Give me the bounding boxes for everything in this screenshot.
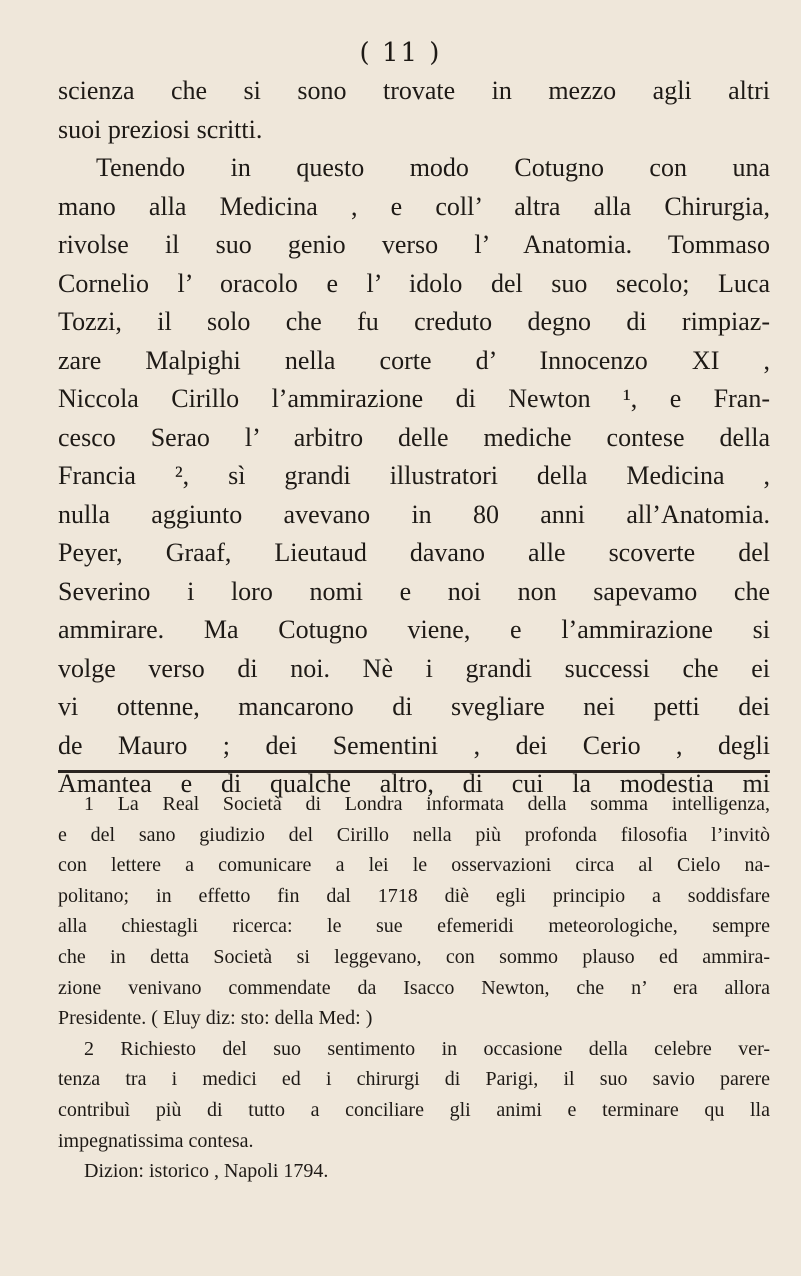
footnote-line: contribuì più di tutto a conciliare gli animi e terminare qu lla <box>58 1098 770 1121</box>
text-line: mano alla Medicina , e coll’ altra alla Chirurgia, <box>58 191 770 221</box>
footnote-line: e del sano giudizio del Cirillo nella più profonda filosofia l’invitò <box>58 823 770 846</box>
footnote-divider <box>58 770 770 773</box>
text-line: zare Malpighi nella corte d’ Innocenzo XI , <box>58 345 770 375</box>
footnote-line: alla chiestagli ricerca: le sue efemeridi meteorologiche, sempre <box>58 915 770 938</box>
footnote-line: politano; in effetto fin dal 1718 diè egli principio a soddisfare <box>58 884 770 907</box>
footnotes <box>58 789 770 1187</box>
text-line: Peyer, Graaf, Lieutaud davano alle scoverte del <box>58 538 770 567</box>
text-line: Amantea e di qualche altro, di cui la modestia mi <box>58 769 770 798</box>
text-line: nulla aggiunto avevano in 80 anni all’Anatomia. <box>58 499 770 529</box>
main-text <box>58 72 770 804</box>
text-line: de Mauro ; dei Sementini , dei Cerio , degli <box>58 730 770 760</box>
text-line: Cornelio l’ oracolo e l’ idolo del suo secolo; Luca <box>58 268 770 298</box>
text-line: Severino i loro nomi e noi non sapevamo che <box>58 576 770 606</box>
footnote-line: Presidente. ( Eluy diz: sto: della Med: ) <box>58 1007 373 1030</box>
footnote-line: 2 Richiesto del suo sentimento in occasione della celebre ver- <box>84 1037 770 1060</box>
footnote-line: impegnatissima contesa. <box>58 1129 254 1152</box>
text-line: cesco Serao l’ arbitro delle mediche contese della <box>58 422 770 452</box>
text-line: vi ottenne, mancarono di svegliare nei petti dei <box>58 692 770 721</box>
text-line: scienza che si sono trovate in mezzo agli altri <box>58 76 770 105</box>
footnote-line: zione venivano commendate da Isacco Newton, che n’ era allora <box>58 976 770 999</box>
text-line: Tozzi, il solo che fu creduto degno di rimpiaz- <box>58 307 770 336</box>
text-line: ammirare. Ma Cotugno viene, e l’ammirazione si <box>58 615 770 644</box>
text-line: Niccola Cirillo l’ammirazione di Newton ¹, e Fran- <box>58 384 770 413</box>
text-line: suoi preziosi scritti. <box>58 114 263 144</box>
footnote-line: con lettere a comunicare a lei le osservazioni circa al Cielo na- <box>58 854 770 877</box>
footnote-line: 1 La Real Società di Londra informata della somma intelligenza, <box>84 793 770 815</box>
footnote-line: tenza tra i medici ed i chirurgi di Parigi, il suo savio parere <box>58 1068 770 1091</box>
text-line: Tenendo in questo modo Cotugno con una <box>96 153 770 182</box>
footnote-line: Dizion: istorico , Napoli 1794. <box>84 1160 329 1183</box>
text-line: Francia ², sì grandi illustratori della Medicina , <box>58 461 770 490</box>
footnote-line: che in detta Società si leggevano, con sommo plauso ed ammira- <box>58 945 770 968</box>
text-line: volge verso di noi. Nè i grandi successi che ei <box>58 653 770 683</box>
page-number: ( 11 ) <box>359 38 442 68</box>
text-line: rivolse il suo genio verso l’ Anatomia. Tommaso <box>58 230 770 259</box>
